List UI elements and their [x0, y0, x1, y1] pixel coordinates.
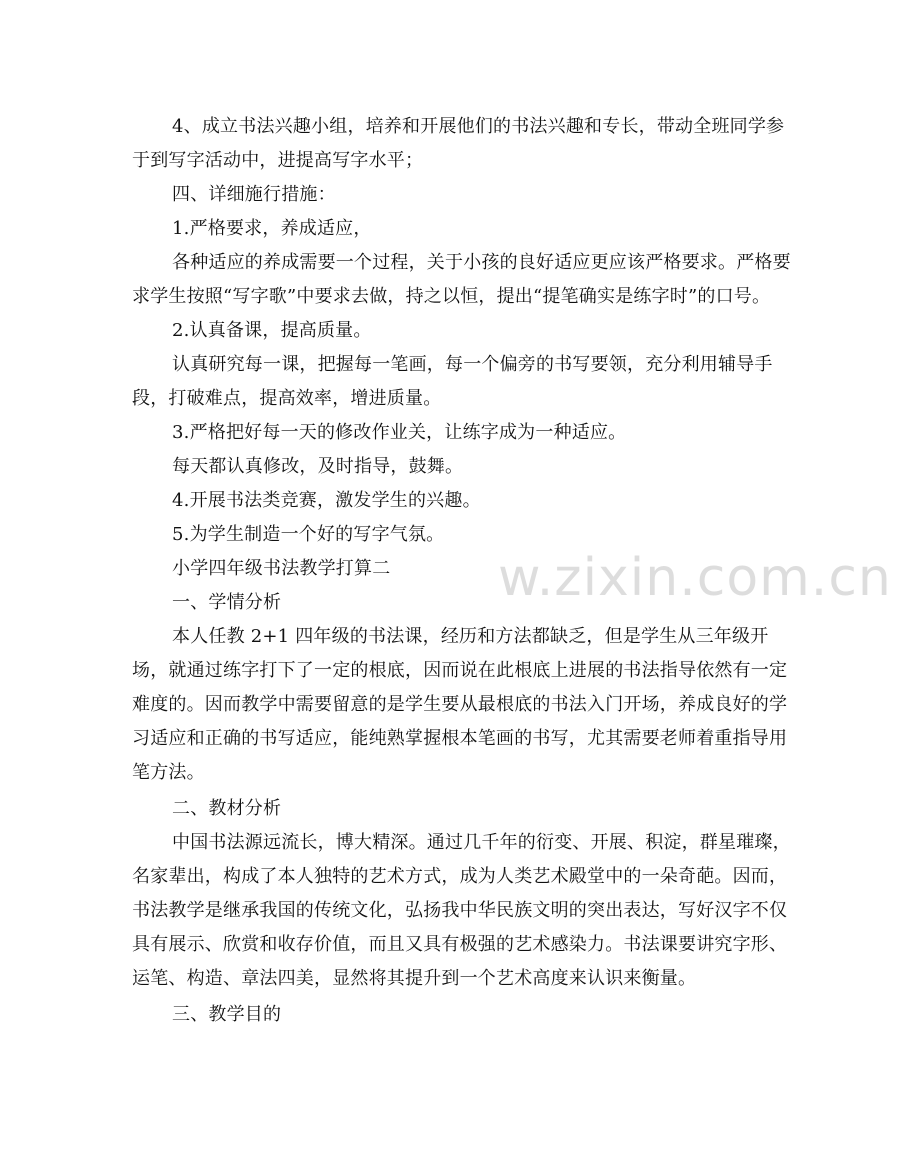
measure-3-body: 每天都认真修改，及时指导，鼓舞。 — [172, 456, 464, 477]
section-heading-measures: 四、详细施行措施： — [172, 184, 336, 205]
section-heading-student-analysis: 一、学情分析 — [172, 592, 282, 613]
measure-2-heading: 2.认真备课，提高质量。 — [172, 320, 372, 341]
measure-3-heading: 3.严格把好每一天的修改作业关，让练字成为一种适应。 — [172, 422, 627, 443]
measure-2-body: 认真研究每一课，把握每一笔画，每一个偏旁的书写要领，充分利用辅导手段，打破难点，提高效率，增进质量。 — [132, 354, 773, 409]
document-body — [132, 110, 792, 1032]
watermark: w.zixin.com.cn — [498, 548, 892, 608]
material-analysis-body: 中国书法源远流长，博大精深。通过几千年的衍变、开展、积淀，群星璀璨，名家辈出，构成了本人独特的艺术方式，成为人类艺术殿堂中的一朵奇葩。因而，书法教学是继承我国的传统文化，弘扬我中华民族文明的突出表达，写好汉字不仅具有展示、欣赏和收存价值，而且又具有极强的艺术感染力。书法课要讲究字形、运笔、构造、章法四美，显然将其提升到一个艺术高度来认识来衡量。 — [132, 832, 791, 989]
measure-1-heading: 1.严格要求，养成适应， — [172, 218, 372, 239]
measure-4-heading: 4.开展书法类竞赛，激发学生的兴趣。 — [172, 490, 481, 511]
measure-5-heading: 5.为学生制造一个好的写字气氛。 — [172, 524, 445, 545]
section-heading-teaching-goals: 三、教学目的 — [172, 1004, 282, 1025]
student-analysis-body: 本人任教 2+1 四年级的书法课，经历和方法都缺乏，但是学生从三年级开场，就通过练字打下了一定的根底，因而说在此根底上进展的书法指导依然有一定难度的。因而教学中需要留意的是学生要从最根底的书法入门开场，养成良好的学习适应和正确的书写适应，能纯熟掌握根本笔画的书写，尤其需要老师着重指导用笔方法。 — [132, 626, 788, 783]
plan-two-title: 小学四年级书法教学打算二 — [172, 558, 391, 579]
measure-1-body: 各种适应的养成需要一个过程，关于小孩的良好适应更应该严格要求。严格要求学生按照“写字歌”中要求去做，持之以恒，提出“提笔确实是练字时”的口号。 — [132, 252, 791, 307]
section-heading-material-analysis: 二、教材分析 — [172, 798, 282, 819]
paragraph-item-4: 4、成立书法兴趣小组，培养和开展他们的书法兴趣和专长，带动全班同学参于到写字活动中，进提高写字水平； — [132, 116, 785, 171]
